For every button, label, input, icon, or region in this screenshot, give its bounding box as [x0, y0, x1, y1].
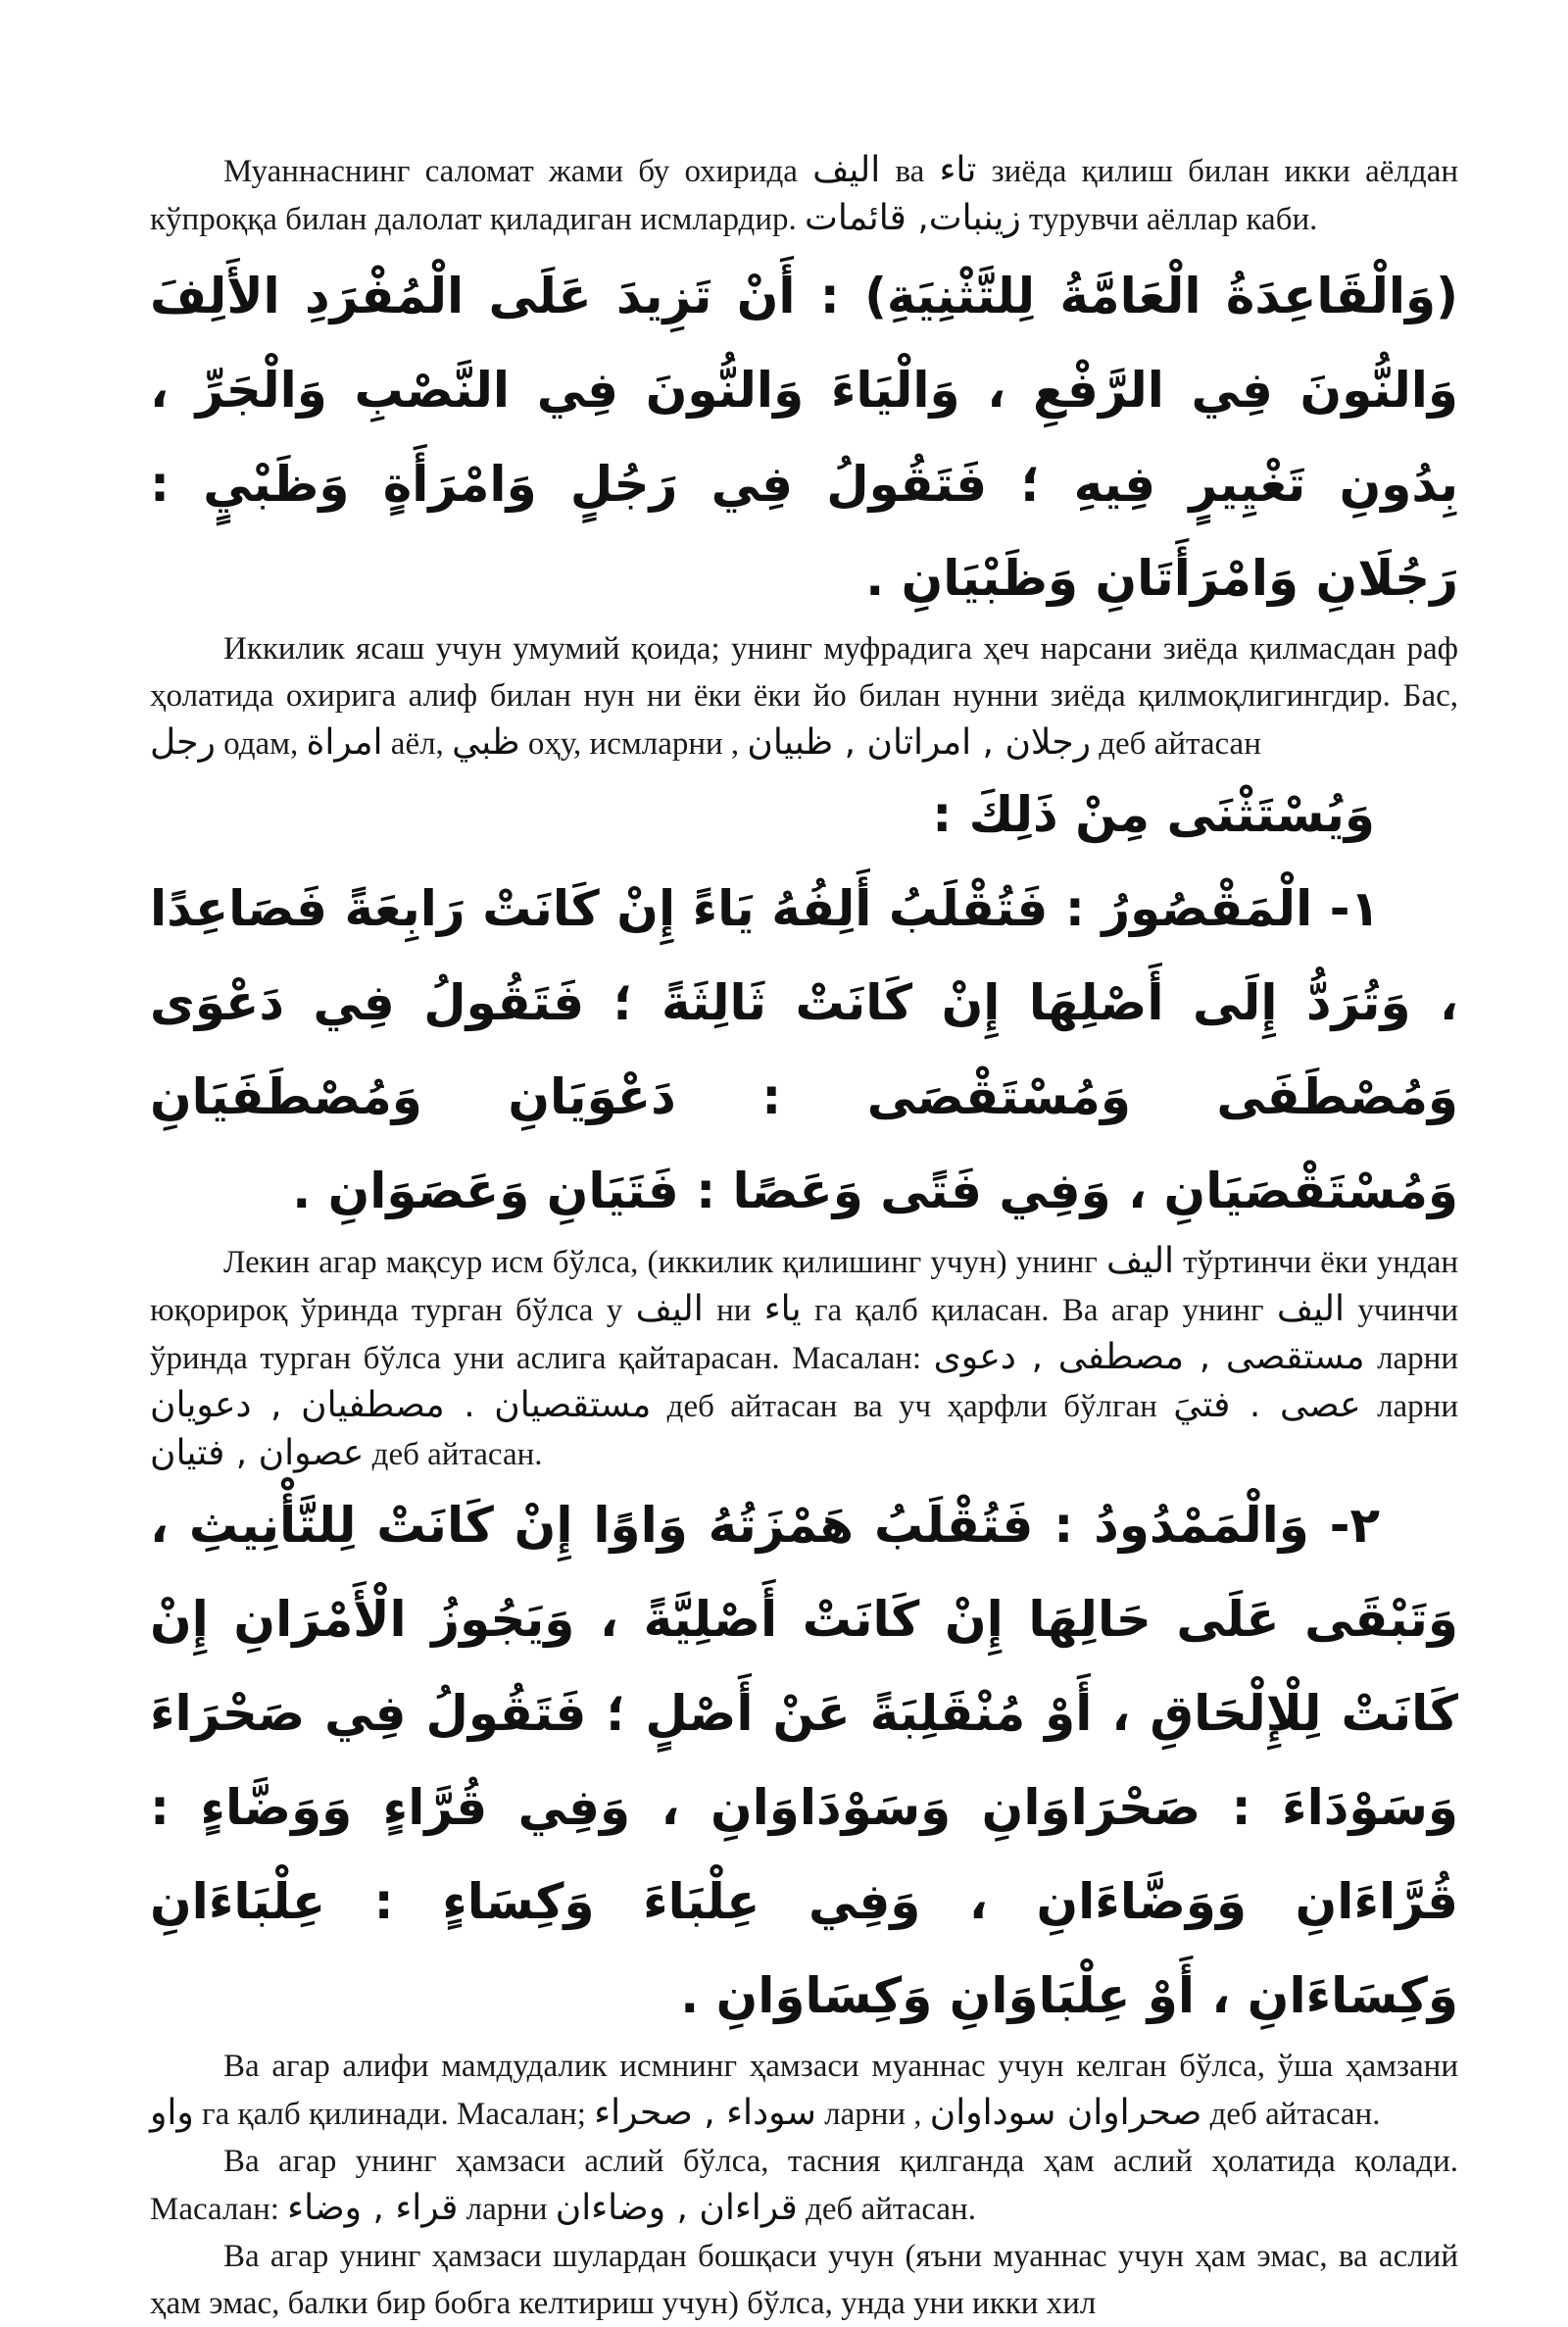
text: Ва агар унинг ҳамзаси аслий бўлса, тасния қилганда ҳам аслий ҳолатида қолади. Масалан:	[150, 2144, 1458, 2227]
arabic-rule-mamdud: ٢- وَالْمَمْدُودُ : فَتُقْلَبُ هَمْزَتُهُ وَاوًا إِنْ كَانَتْ لِلتَّأْنِيثِ ، وَتَبْقَى عَلَى حَالِهَا إِنْ كَانَتْ أَصْلِيَّةً ، وَيَجُوزُ الْأَمْرَانِ إِنْ كَانَتْ لِلْإِلْحَاقِ ، أَوْ مُنْقَلِبَةً عَنْ أَصْلٍ ؛ فَتَقُولُ فِي صَحْرَاءَ وَسَوْدَاءَ : صَحْرَاوَانِ وَسَوْدَاوَانِ ، وَفِي قُرَّاءٍ وَوَضَّاءٍ : قُرَّاءَانِ وَوَضَّاءَانِ ، وَفِي عِلْبَاءَ وَكِسَاءٍ : عِلْبَاءَانِ وَكِسَاءَانِ ، أَوْ عِلْبَاوَانِ وَكِسَاوَانِ .	[150, 1497, 1458, 2024]
text: Иккилик ясаш учун умумий қоида; унинг муфрадига ҳеч нарсани зиёда қилмасдан раф ҳолатида охирига алиф билан нун ни ёки ёки йо билан нунни зиёда қилмоқлигингдир. Бас,	[150, 631, 1458, 714]
text: га қалб қиласан. Ва агар унинг	[801, 1293, 1277, 1328]
text: ларни	[1364, 1341, 1458, 1376]
arabic-word: عصى . فتيَ	[1173, 1385, 1361, 1425]
text: деб айтасан	[1091, 726, 1261, 762]
arabic-exception-heading: وَيُسْتَثْنَى مِنْ ذَلِكَ :	[932, 786, 1375, 843]
text: деб айтасан.	[1201, 2097, 1381, 2132]
text: га қалб қилинади. Масалан;	[193, 2097, 595, 2132]
text: Лекин агар мақсур исм бўлса, (иккилик қилишинг учун) унинг	[223, 1245, 1106, 1280]
arabic-word: واو	[150, 2093, 194, 2133]
arabic-word: مستقصى , مصطفى , دعوى	[933, 1337, 1365, 1377]
text: аёл,	[382, 726, 453, 762]
arabic-word: رجل	[150, 722, 216, 763]
arabic-word: ظبي	[452, 722, 520, 763]
text: Муаннаснинг саломат жами бу охирида	[223, 154, 813, 189]
arabic-word: مستقصيان . مصطفيان , دعويان	[150, 1385, 652, 1425]
text: ларни ,	[815, 2097, 930, 2132]
document-page	[150, 147, 1458, 2327]
text: турувчи аёллар каби.	[1020, 202, 1318, 237]
arabic-rule-dual: (وَالْقَاعِدَةُ الْعَامَّةُ لِلتَّثْنِيَةِ) : أَنْ تَزِيدَ عَلَى الْمُفْرَدِ الأَلِفَ وَالنُّونَ فِي الرَّفْعِ ، وَالْيَاءَ وَالنُّونَ فِي النَّصْبِ وَالْجَرِّ ، بِدُونِ تَغْيِيرٍ فِيهِ ؛ فَتَقُولُ فِي رَجُلٍ وَامْرَأَةٍ وَظَبْيٍ : رَجُلَانِ وَامْرَأَتَانِ وَظَبْيَانِ .	[150, 268, 1458, 607]
arabic-word: یاء	[763, 1289, 802, 1329]
arabic-word: صحراوان سوداوان	[929, 2093, 1202, 2133]
arabic-word: عصوان , فتيان	[150, 1433, 365, 1473]
paragraph-dual-rule	[150, 625, 1458, 767]
text: ни	[703, 1293, 764, 1328]
arabic-word: قراء , وضاء	[287, 2188, 459, 2228]
text: ларни	[1360, 1389, 1459, 1424]
text: ларни	[458, 2192, 556, 2227]
arabic-word: قراءان , وضاءان	[555, 2188, 798, 2228]
text: деб айтасан ва уч ҳарфли бўлган	[651, 1389, 1174, 1424]
text: деб айтасан.	[797, 2192, 976, 2227]
arabic-word: سوداء , صحراء	[594, 2093, 816, 2133]
text: ва	[880, 154, 940, 189]
arabic-word: رجلان , امراتان , ظبيان	[747, 722, 1091, 763]
text: зиёда қилиш билан икки аёлдан кўпроққа билан далолат қиладиган исмлардир.	[150, 154, 1459, 237]
text: тўртинчи ёки ундан юқорироқ ўринда турган бўлса у	[150, 1245, 1459, 1328]
paragraph-plural-feminine	[150, 147, 1458, 243]
text: Ва агар алифи мамдудалик исмнинг ҳамзаси муаннас учун келган бўлса, ўша ҳамзани	[223, 2049, 1458, 2084]
arabic-word: تاء	[939, 150, 977, 190]
paragraph-mamdud-other	[150, 2233, 1458, 2327]
arabic-rule-maqsur: ١- الْمَقْصُورُ : فَتُقْلَبُ أَلِفُهُ يَاءً إِنْ كَانَتْ رَابِعَةً فَصَاعِدًا ، وَتُرَدُّ إِلَى أَصْلِهَا إِنْ كَانَتْ ثَالِثَةً ؛ فَتَقُولُ فِي دَعْوَى وَمُصْطَفَى وَمُسْتَقْصَى : دَعْوَيَانِ وَمُصْطَفَيَانِ وَمُسْتَقْصَيَانِ ، وَفِي فَتًى وَعَصًا : فَتَيَانِ وَعَصَوَانِ .	[150, 880, 1458, 1219]
arabic-word: امراة	[306, 722, 383, 763]
arabic-word: الیف	[1105, 1241, 1175, 1281]
arabic-word: الیف	[635, 1289, 704, 1329]
arabic-word: زینبات, قائمات	[805, 198, 1021, 238]
text: деб айтасан.	[364, 1437, 543, 1472]
paragraph-mamdud-feminine	[150, 2043, 1458, 2138]
paragraph-mamdud-original	[150, 2138, 1458, 2233]
text: оҳу, исмларни ,	[519, 726, 748, 762]
text: одам,	[215, 726, 307, 762]
arabic-word: الیف	[812, 150, 881, 190]
text: учинчи ўринда турган бўлса уни аслига қайтарасан. Масалан:	[150, 1293, 1458, 1376]
arabic-word: الیف	[1276, 1289, 1345, 1329]
paragraph-maqsur	[150, 1238, 1458, 1478]
text: Ва агар унинг ҳамзаси шулардан бошқаси учун (яъни муаннас учун ҳам эмас, ва аслий ҳам эмас, балки бир бобга келтириш учун) бўлса, унда уни икки хил	[150, 2239, 1458, 2321]
